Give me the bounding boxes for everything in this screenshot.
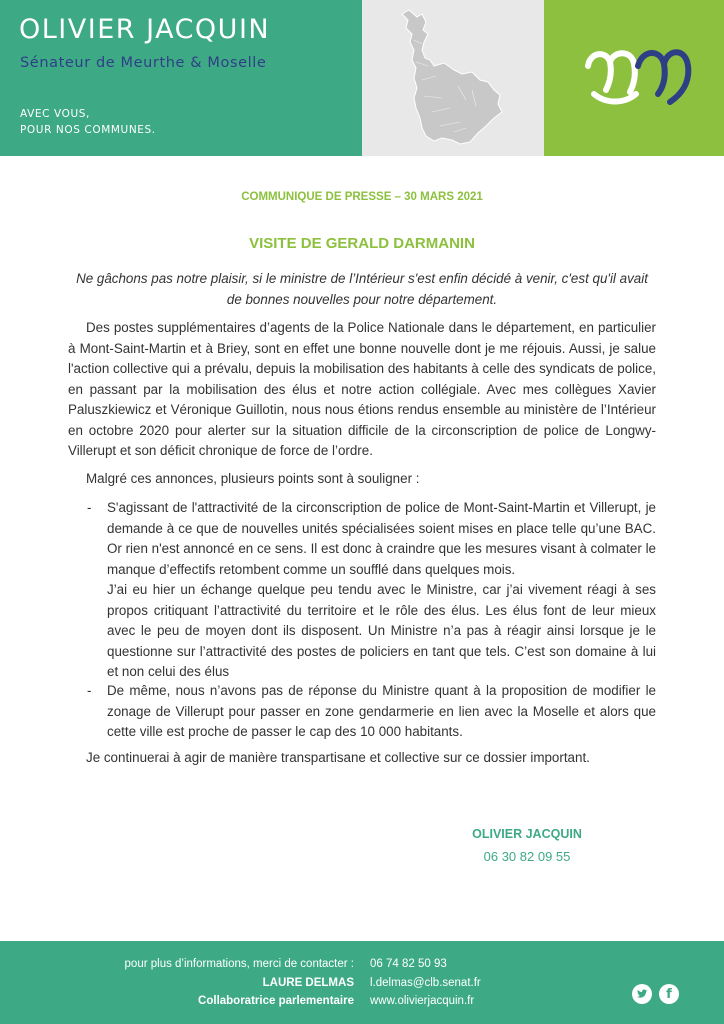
letterhead-header xyxy=(0,0,724,156)
slogan xyxy=(20,106,156,138)
contact-email[interactable]: l.delmas@clb.senat.fr xyxy=(370,976,481,989)
paragraph-3: Je continuerai à agir de manière transpartisane et collective sur ce dossier important. xyxy=(86,750,590,765)
slogan-line-1: AVEC VOUS, xyxy=(20,108,90,120)
footer-contact-labels xyxy=(125,955,354,1011)
bullet-2-text: De même, nous n’avons pas de réponse du Ministre quant à la proposition de modifier le zonage de Villerupt pour passer en zone gendarmerie en lien avec la Moselle et alors que cette ville est proche de passer le cap des 10 000 habitants. xyxy=(107,683,656,739)
bullet-dash: - xyxy=(87,683,92,698)
facebook-glyph: f xyxy=(666,987,672,1002)
press-release-date: COMMUNIQUE DE PRESSE – 30 MARS 2021 xyxy=(241,191,483,203)
press-release-title: VISITE DE GERALD DARMANIN xyxy=(249,235,475,252)
footer-contact-details xyxy=(370,955,481,1011)
senator-subtitle: Sénateur de Meurthe & Moselle xyxy=(20,55,267,71)
header-logo-panel xyxy=(544,0,724,156)
contact-label: pour plus d’informations, merci de contacter : xyxy=(124,958,354,970)
contact-name: LAURE DELMAS xyxy=(262,976,354,989)
list-item xyxy=(68,681,656,743)
contact-website[interactable]: www.olivierjacquin.fr xyxy=(370,995,475,1007)
contact-footer xyxy=(0,941,724,1024)
bullet-1-continuation: J’ai eu hier un échange quelque peu tendu avec le Ministre, car j’ai vivement réagi à ses propos critiquant l’attractivité du territoire et le rôle des élus. Les élus font de leur mieux avec le peu de moyen dont ils disposent. Un Ministre n’a pas à réagir ainsi lorsque je le questionne sur l’attractivité des postes de policiers en tant que tels. C’est son domaine à lui et non celui des élus xyxy=(107,582,656,679)
list-item xyxy=(68,498,656,683)
header-name-panel xyxy=(0,0,362,156)
twitter-bird-glyph xyxy=(632,984,652,1004)
meurthe-et-moselle-map-icon xyxy=(362,0,544,156)
signature-phone: 06 30 82 09 55 xyxy=(483,849,571,864)
contact-role: Collaboratrice parlementaire xyxy=(198,995,354,1007)
intro-quote: Ne gâchons pas notre plaisir, si le ministre de l’Intérieur s'est enfin décidé à venir, c'est qu'il avait de bonnes nouvelles pour notre département. xyxy=(76,271,648,307)
mm-logo-icon xyxy=(580,36,696,120)
paragraph-1: Des postes supplémentaires d’agents de la Police Nationale dans le département, en particulier à Mont-Saint-Martin et à Briey, sont en effet une bonne nouvelle dont je me réjouis. Aussi, je salue l'action collective qui a prévalu, depuis la mobilisation des habitants à celle des syndicats de police, en passant par la mobilisation des élus et notre action collégiale. Avec mes collègues Xavier Paluszkiewicz et Véronique Guillotin, nous nous étions rendus ensemble au ministère de l’Intérieur en octobre 2020 pour alerter sur la situation difficile de la circonscription de police de Longwy-Villerupt et son déficit chronique de force de l’ordre. xyxy=(68,320,656,458)
slogan-line-2: POUR NOS COMMUNES. xyxy=(20,124,156,136)
paragraph-2: Malgré ces annonces, plusieurs points sont à souligner : xyxy=(86,471,420,486)
header-map-panel xyxy=(362,0,544,156)
bullet-dash: - xyxy=(87,500,92,515)
facebook-icon[interactable] xyxy=(659,984,679,1004)
senator-name: OLIVIER JACQUIN xyxy=(19,14,271,45)
twitter-icon[interactable] xyxy=(632,984,652,1004)
signature-name: OLIVIER JACQUIN xyxy=(472,827,582,841)
bullet-1-text: S'agissant de l'attractivité de la circonscription de police de Mont-Saint-Martin et Villerupt, je demande à ce que de nouvelles unités spécialisées soient mises en place telle qu’une BAC. Or rien n'est annoncé en ce sens. Il est donc à craindre que les mesures visant à colmater le manque d’effectifs retombent comme un soufflé dans quelques mois. xyxy=(107,500,656,577)
contact-phone: 06 74 82 50 93 xyxy=(370,958,447,970)
